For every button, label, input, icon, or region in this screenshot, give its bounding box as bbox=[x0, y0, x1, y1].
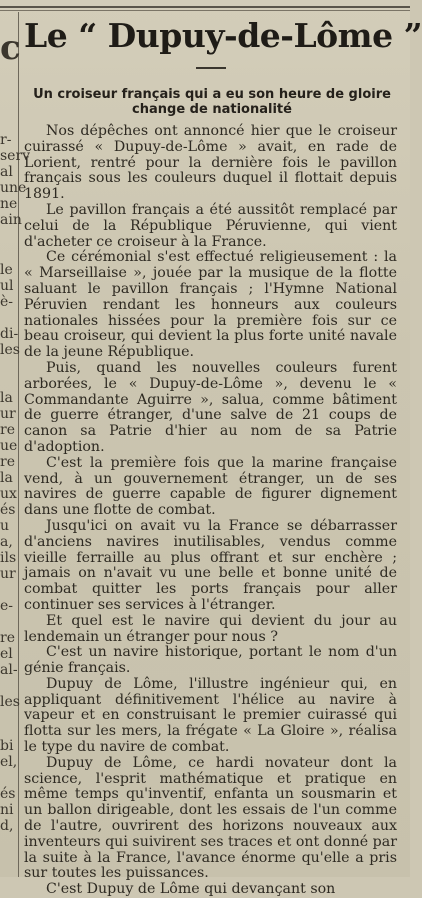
column-fragment: re bbox=[0, 630, 15, 646]
article-paragraph: Ce cérémonial s'est effectué religieusement : la « Marseillaise », jouée par la musique de la flotte saluant le pavillon français ; l'Hymne National Péruvien rendant les honneurs aux couleurs nationales hissées pour la première fois sur ce beau croiseur, qui devient la plus forte unité navale de la jeune République. bbox=[24, 249, 397, 361]
column-fragment: ue bbox=[0, 438, 18, 454]
column-fragment: el, bbox=[0, 754, 18, 770]
column-fragment: di- bbox=[0, 326, 19, 342]
column-fragment: ils bbox=[0, 550, 17, 566]
column-fragment: ne bbox=[0, 196, 18, 212]
column-fragment: ux bbox=[0, 486, 17, 502]
article-paragraph: C'est un navire historique, portant le nom d'un génie français. bbox=[24, 644, 397, 677]
article-paragraph: C'est Dupuy de Lôme qui devançant son bbox=[46, 881, 336, 898]
column-fragment: ul bbox=[0, 278, 14, 294]
top-rule bbox=[0, 6, 410, 8]
column-fragment: serv bbox=[0, 148, 31, 164]
column-fragment: re bbox=[0, 454, 15, 470]
column-fragment: re bbox=[0, 422, 15, 438]
column-fragment: la bbox=[0, 470, 13, 486]
article-subtitle: Un croiseur français qui a eu son heure de gloire change de nationalité bbox=[33, 87, 391, 117]
column-fragment: la bbox=[0, 390, 13, 406]
column-fragment: les bbox=[0, 694, 20, 710]
column-fragment: une bbox=[0, 180, 27, 196]
column-fragment: ain bbox=[0, 212, 22, 228]
column-fragment: è- bbox=[0, 294, 14, 310]
column-fragment: el bbox=[0, 646, 13, 662]
column-fragment: a, bbox=[0, 534, 13, 550]
column-fragment: ur bbox=[0, 566, 16, 582]
column-fragment: al bbox=[0, 164, 13, 180]
article-body bbox=[24, 124, 397, 898]
column-fragment: ur bbox=[0, 406, 16, 422]
article-paragraph: Dupuy de Lôme, ce hardi novateur dont la science, l'esprit mathématique et pratique en même temps qu'inventif, enfanta un sousmarin et un ballon dirigeable, dont les essais de l'un comme de l'autre, ouvrirent des horizons nouveaux aux inventeurs qui suivirent ses traces et ont donné par la suite à la France, l'avance énorme qu'elle a pris sur toutes les puissances. bbox=[24, 754, 397, 882]
article-title: Le “ Dupuy-de-Lôme ” bbox=[24, 16, 422, 55]
article-paragraph: Dupuy de Lôme, l'illustre ingénieur qui, en appliquant définitivement l'hélice au navire à vapeur et en construisant le premier cuirassé qui flotta sur les mers, la frégate « La Gloire », réalisa le type du navire de combat. bbox=[24, 675, 397, 756]
column-fragment: les bbox=[0, 342, 20, 358]
column-fragment: és bbox=[0, 502, 16, 518]
column-rule bbox=[18, 12, 19, 877]
column-fragment: ni bbox=[0, 802, 14, 818]
title-rule bbox=[196, 67, 226, 69]
article-paragraph: Nos dépêches ont annoncé hier que le croiseur cuirassé « Dupuy-de-Lôme » avait, en rade de Lorient, rentré pour la dernière fois le pavillon français sous les couleurs duquel il flottait depuis 1891. bbox=[24, 123, 397, 203]
top-rule-thin bbox=[0, 10, 410, 11]
column-fragment: d, bbox=[0, 818, 14, 834]
column-fragment: le bbox=[0, 262, 13, 278]
column-fragment: e- bbox=[0, 598, 14, 614]
article-paragraph: Puis, quand les nouvelles couleurs furent arborées, le « Dupuy-de-Lôme », devenu le « Commandante Aguirre », salua, comme bâtiment de guerre étranger, d'une salve de 21 coups de canon sa Patrie d'hier au nom de sa Patrie d'adoption. bbox=[24, 359, 397, 455]
article-paragraph: C'est la première fois que la marine française vend, à un gouvernement étranger, un de ses navires de guerre capable de figurer dignement dans une flotte de combat. bbox=[24, 454, 397, 519]
column-fragment: r- bbox=[0, 132, 12, 148]
adjacent-column-fragments bbox=[0, 14, 31, 874]
column-fragment: bi bbox=[0, 738, 14, 754]
column-fragment: és bbox=[0, 786, 16, 802]
column-fragment: al- bbox=[0, 662, 18, 678]
article-paragraph: Le pavillon français a été aussitôt remplacé par celui de la République Péruvienne, qui vient d'acheter ce croiseur à la France. bbox=[24, 201, 397, 250]
column-fragment: u bbox=[0, 518, 10, 534]
article-paragraph: Et quel est le navire qui devient du jour au lendemain un étranger pour nous ? bbox=[24, 612, 397, 645]
article-paragraph: Jusqu'ici on avait vu la France se débarrasser d'anciens navires inutilisables, vendus comme vieille ferraille au plus offrant et sur enchère ; jamais on n'avait vu une belle et bonne unité de combat quitter les ports français pour aller continuer ses services à l'étranger. bbox=[24, 517, 397, 613]
column-fragment: c bbox=[0, 28, 21, 68]
